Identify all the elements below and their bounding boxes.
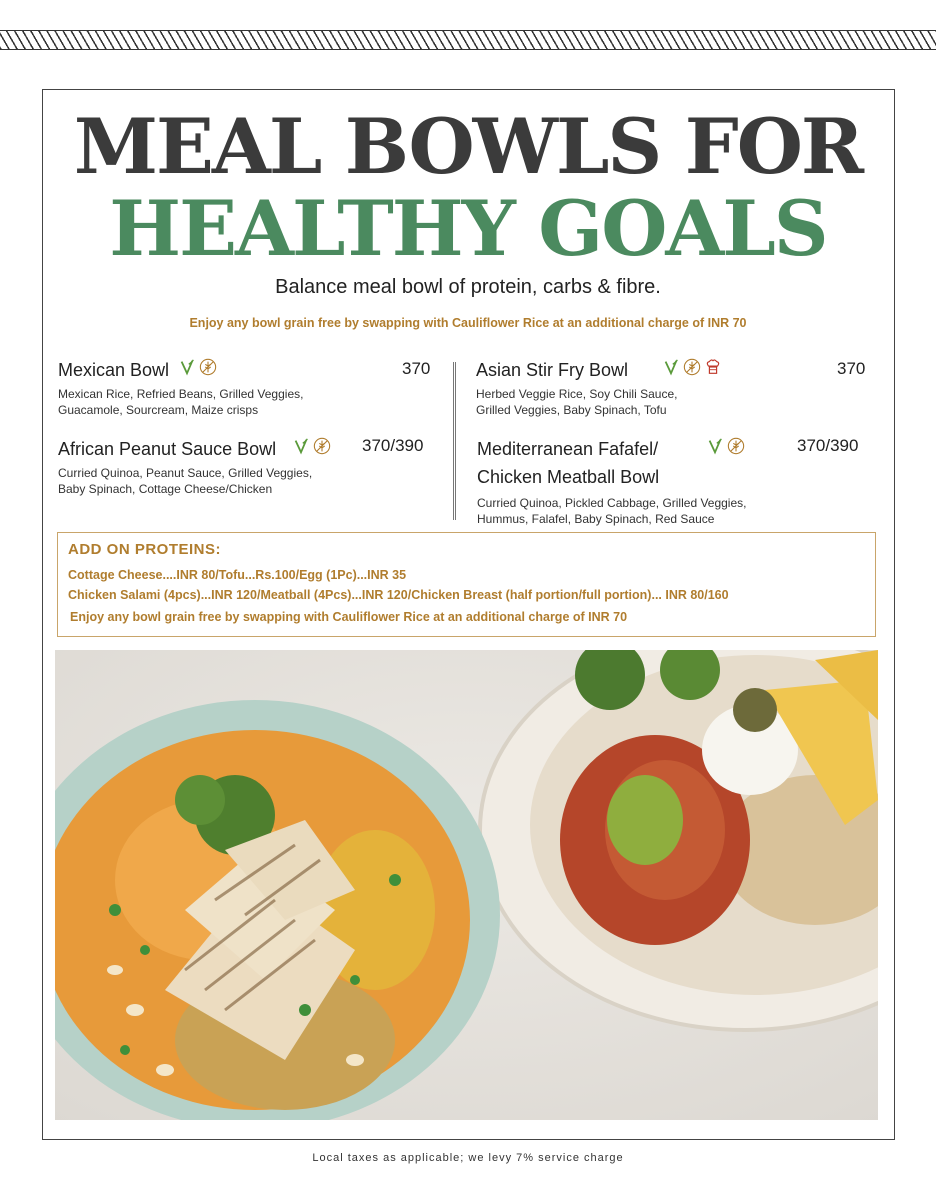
item-name: Asian Stir Fry Bowl	[476, 360, 629, 380]
menu-item-asian-stir-fry-bowl	[476, 356, 868, 418]
desc-line: Curried Quinoa, Pickled Cabbage, Grilled Veggies,	[477, 496, 747, 510]
item-name: Mediterranean Fafafel/	[477, 439, 659, 459]
item-description	[58, 386, 433, 418]
menu-item-african-peanut-sauce-bowl	[58, 435, 438, 497]
column-divider	[453, 362, 456, 520]
addon-note: Enjoy any bowl grain free by swapping with Cauliflower Rice at an additional charge of INR 70	[70, 610, 628, 624]
addon-proteins-box	[57, 532, 876, 637]
desc-line: Baby Spinach, Cottage Cheese/Chicken	[58, 482, 273, 496]
desc-line: Guacamole, Sourcream, Maize crisps	[58, 403, 259, 417]
item-icons	[292, 437, 331, 455]
item-name: Mexican Bowl	[58, 360, 170, 380]
desc-line: Mexican Rice, Refried Beans, Grilled Veggies,	[58, 387, 304, 401]
footer-tax-note: Local taxes as applicable; we levy 7% service charge	[312, 1152, 624, 1164]
gluten-free-icon	[313, 437, 331, 455]
item-price: 370	[837, 359, 866, 378]
gluten-free-icon	[199, 358, 217, 376]
addon-heading: ADD ON PROTEINS:	[68, 541, 222, 558]
desc-line: Herbed Veggie Rice, Soy Chili Sauce,	[476, 387, 678, 401]
item-description	[477, 495, 868, 527]
desc-line: Hummus, Falafel, Baby Spinach, Red Sauce	[477, 512, 715, 526]
desc-line: Curried Quinoa, Peanut Sauce, Grilled Veggies,	[58, 466, 313, 480]
item-description	[476, 386, 868, 418]
vegan-icon	[662, 358, 680, 376]
gluten-free-icon	[683, 358, 701, 376]
item-name: African Peanut Sauce Bowl	[58, 439, 277, 459]
food-bowls-photo	[55, 650, 878, 1120]
item-price: 370/390	[362, 436, 424, 455]
chef-special-icon	[704, 358, 722, 376]
subtitle: Balance meal bowl of protein, carbs & fibre.	[275, 276, 661, 298]
gluten-free-icon	[727, 437, 745, 455]
item-price: 370/390	[797, 436, 859, 455]
item-description	[58, 465, 438, 497]
desc-line: Grilled Veggies, Baby Spinach, Tofu	[476, 403, 667, 417]
menu-item-mediterranean-bowl	[477, 435, 868, 527]
item-icons	[706, 437, 745, 455]
title-line1: MEAL BOWLS FOR	[73, 102, 863, 191]
top-hatch-border	[0, 30, 936, 50]
addon-line: Chicken Salami (4pcs)...INR 120/Meatball (4Pcs)...INR 120/Chicken Breast (half portion/full portion)... INR 80/160	[68, 588, 729, 602]
grain-free-note: Enjoy any bowl grain free by swapping with Cauliflower Rice at an additional charge of INR 70	[189, 316, 747, 330]
vegan-icon	[706, 437, 724, 455]
item-price: 370	[402, 359, 431, 378]
item-icons	[178, 358, 217, 376]
title-line2: HEALTHY GOALS	[109, 184, 827, 273]
vegan-icon	[292, 437, 310, 455]
vegan-icon	[178, 358, 196, 376]
item-icons	[662, 358, 722, 376]
item-name-line2: Chicken Meatball Bowl	[477, 467, 660, 487]
addon-line: Cottage Cheese....INR 80/Tofu...Rs.100/Egg (1Pc)...INR 35	[68, 568, 407, 582]
menu-item-mexican-bowl	[58, 356, 433, 418]
